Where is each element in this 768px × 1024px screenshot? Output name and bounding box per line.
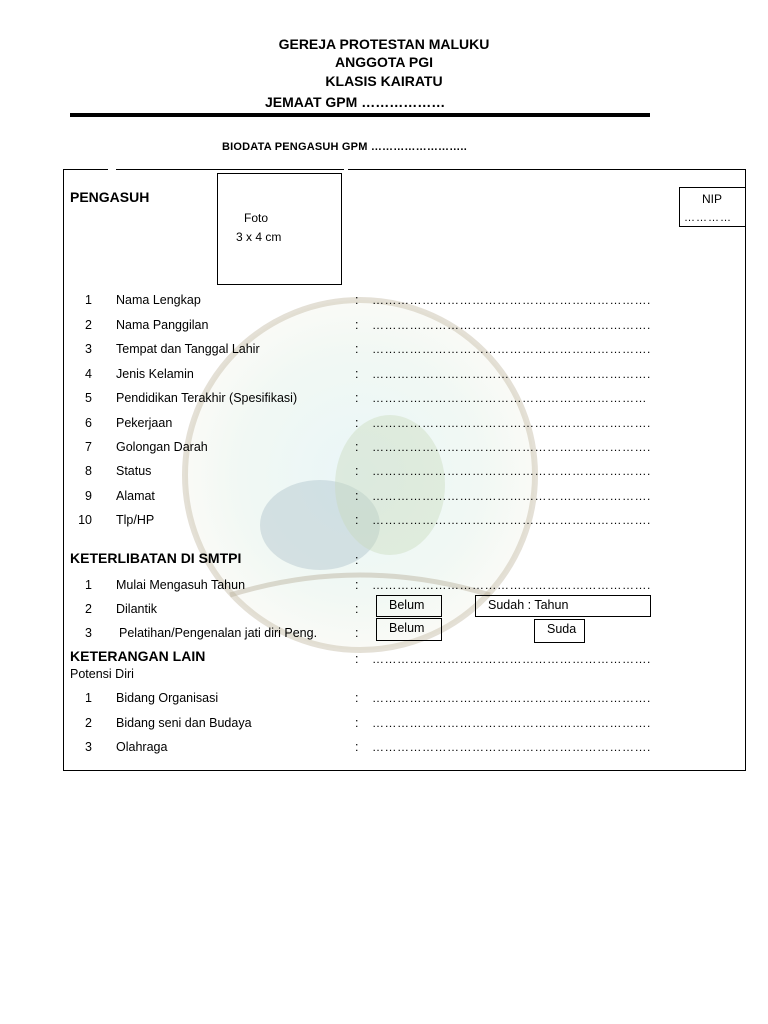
pelatihan-belum-option[interactable]: Belum bbox=[376, 618, 442, 641]
colon: : bbox=[355, 416, 359, 430]
photo-label: Foto bbox=[244, 211, 269, 225]
church-name: GEREJA PROTESTAN MALUKU bbox=[278, 36, 490, 52]
colon: : bbox=[355, 342, 359, 356]
pelatihan-sudah-option[interactable]: Suda bbox=[534, 619, 585, 643]
jenis-kelamin-field[interactable]: …………………………………………………………. bbox=[372, 367, 651, 381]
section-keterangan: KETERANGAN LAIN bbox=[70, 648, 206, 664]
field-label: Status bbox=[116, 464, 152, 478]
field-number: 7 bbox=[85, 440, 92, 454]
field-label: Pekerjaan bbox=[116, 416, 173, 430]
field-number: 5 bbox=[85, 391, 92, 405]
colon: : bbox=[355, 626, 359, 640]
field-label: Bidang Organisasi bbox=[116, 691, 219, 705]
tempat-tanggal-lahir-field[interactable]: …………………………………………………………. bbox=[372, 342, 651, 356]
colon: : bbox=[355, 553, 359, 567]
field-label: Olahraga bbox=[116, 740, 168, 754]
bidang-seni-field[interactable]: …………………………………………………………. bbox=[372, 716, 651, 730]
field-label: Pendidikan Terakhir (Spesifikasi) bbox=[116, 391, 298, 405]
field-number: 9 bbox=[85, 489, 92, 503]
frame-line bbox=[348, 169, 746, 170]
field-number: 10 bbox=[78, 513, 92, 527]
field-label: Bidang seni dan Budaya bbox=[116, 716, 252, 730]
colon: : bbox=[355, 440, 359, 454]
colon: : bbox=[355, 578, 359, 592]
field-label: Nama Lengkap bbox=[116, 293, 201, 307]
field-label: Nama Panggilan bbox=[116, 318, 209, 332]
keterangan-field[interactable]: …………………………………………………………. bbox=[372, 652, 651, 666]
field-label: Mulai Mengasuh Tahun bbox=[116, 578, 246, 592]
frame-line bbox=[116, 169, 344, 170]
colon: : bbox=[355, 293, 359, 307]
status-field[interactable]: …………………………………………………………. bbox=[372, 464, 651, 478]
colon: : bbox=[355, 391, 359, 405]
colon: : bbox=[355, 716, 359, 730]
tlp-hp-field[interactable]: …………………………………………………………. bbox=[372, 513, 651, 527]
field-number: 3 bbox=[85, 740, 92, 754]
bidang-organisasi-field[interactable]: …………………………………………………………. bbox=[372, 691, 651, 705]
olahraga-field[interactable]: …………………………………………………………. bbox=[372, 740, 651, 754]
alamat-field[interactable]: …………………………………………………………. bbox=[372, 489, 651, 503]
klasis-name: KLASIS KAIRATU bbox=[325, 73, 443, 89]
frame-line bbox=[63, 169, 108, 170]
golongan-darah-field[interactable]: …………………………………………………………. bbox=[372, 440, 651, 454]
field-number: 3 bbox=[85, 342, 92, 356]
field-number: 1 bbox=[85, 691, 92, 705]
frame-line bbox=[745, 169, 746, 770]
colon: : bbox=[355, 691, 359, 705]
dilantik-sudah-option[interactable]: Sudah : Tahun bbox=[475, 595, 651, 617]
field-number: 3 bbox=[85, 626, 92, 640]
nama-lengkap-field[interactable]: …………………………………………………………. bbox=[372, 293, 651, 307]
colon: : bbox=[355, 318, 359, 332]
potensi-diri-label: Potensi Diri bbox=[70, 667, 134, 681]
section-keterlibatan: KETERLIBATAN DI SMTPI bbox=[70, 550, 242, 566]
frame-line bbox=[63, 770, 746, 771]
nip-field[interactable]: ………… bbox=[684, 212, 732, 224]
organization-name: ANGGOTA PGI bbox=[335, 54, 433, 70]
pekerjaan-field[interactable]: …………………………………………………………. bbox=[372, 416, 651, 430]
colon: : bbox=[355, 464, 359, 478]
field-number: 8 bbox=[85, 464, 92, 478]
nip-label: NIP bbox=[702, 192, 723, 206]
section-pengasuh: PENGASUH bbox=[70, 189, 150, 205]
field-number: 4 bbox=[85, 367, 92, 381]
colon: : bbox=[355, 489, 359, 503]
field-number: 2 bbox=[85, 318, 92, 332]
field-number: 1 bbox=[85, 293, 92, 307]
colon: : bbox=[355, 740, 359, 754]
pendidikan-field[interactable]: ………………………………………………………… bbox=[372, 391, 647, 405]
photo-box[interactable] bbox=[217, 173, 342, 285]
field-label: Alamat bbox=[116, 489, 155, 503]
field-number: 6 bbox=[85, 416, 92, 430]
header-rule bbox=[70, 113, 650, 117]
colon: : bbox=[355, 513, 359, 527]
field-label: Jenis Kelamin bbox=[116, 367, 194, 381]
jemaat-name: JEMAAT GPM ……………… bbox=[265, 94, 446, 110]
field-label: Pelatihan/Pengenalan jati diri Peng. bbox=[119, 626, 318, 640]
dilantik-belum-option[interactable]: Belum bbox=[376, 595, 442, 617]
field-number: 2 bbox=[85, 716, 92, 730]
colon: : bbox=[355, 602, 359, 616]
form-title: BIODATA PENGASUH GPM …………………….. bbox=[222, 141, 467, 153]
photo-size: 3 x 4 cm bbox=[236, 230, 282, 244]
colon: : bbox=[355, 367, 359, 381]
field-label: Golongan Darah bbox=[116, 440, 208, 454]
field-label: Tempat dan Tanggal Lahir bbox=[116, 342, 260, 356]
field-label: Dilantik bbox=[116, 602, 157, 616]
field-label: Tlp/HP bbox=[116, 513, 155, 527]
nama-panggilan-field[interactable]: …………………………………………………………. bbox=[372, 318, 651, 332]
field-number: 2 bbox=[85, 602, 92, 616]
field-number: 1 bbox=[85, 578, 92, 592]
colon: : bbox=[355, 652, 359, 666]
mulai-mengasuh-field[interactable]: …………………………………………………………. bbox=[372, 578, 651, 592]
